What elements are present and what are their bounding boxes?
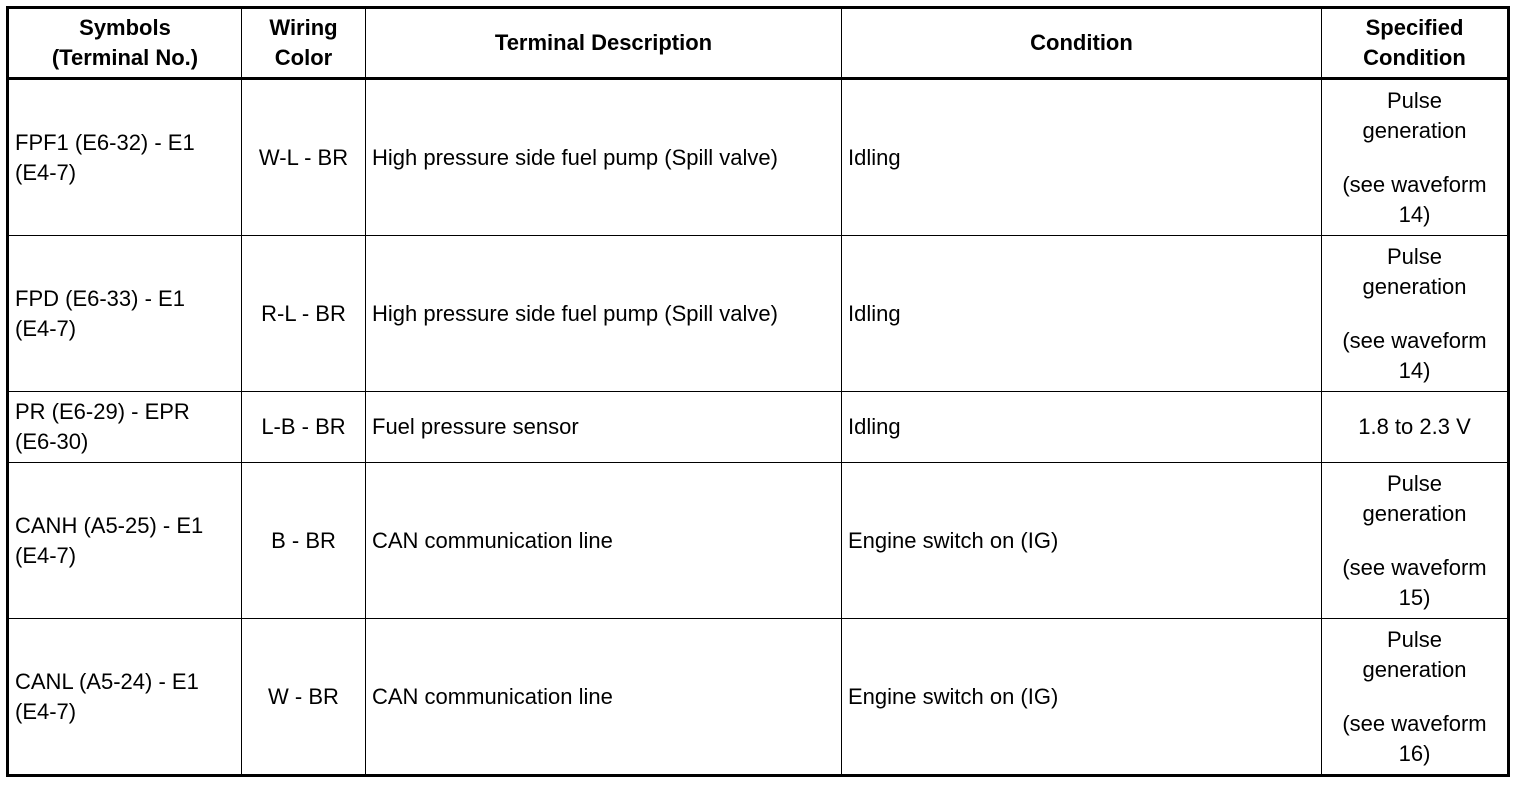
description-cell: High pressure side fuel pump (Spill valve) [366, 236, 842, 392]
header-symbols-line1: Symbols [79, 15, 171, 40]
header-specified-line1: Specified [1365, 15, 1464, 40]
spec-line1: Pulse [1386, 87, 1443, 113]
symbol-cell [8, 79, 242, 236]
spec-line2: generation [1362, 117, 1467, 143]
spec-line2: generation [1362, 500, 1467, 526]
spec-line3: (see waveform [1342, 710, 1487, 736]
terminal-table [6, 6, 1510, 777]
spec-line4: 15) [1398, 584, 1431, 610]
header-symbols [8, 8, 242, 79]
specified-condition-cell [1322, 463, 1509, 619]
spec-spacer [1328, 685, 1501, 709]
symbol-cell [8, 392, 242, 463]
condition-cell: Idling [842, 392, 1322, 463]
symbol-line2: (E4-7) [15, 315, 77, 341]
specified-condition-cell [1322, 79, 1509, 236]
wiring-color-cell: W-L - BR [242, 79, 366, 236]
spec-line3: (see waveform [1342, 171, 1487, 197]
specified-condition-cell [1322, 392, 1509, 463]
symbol-line1: FPD (E6-33) - E1 [15, 285, 185, 311]
header-wiring-line2: Color [274, 45, 333, 70]
description-cell: CAN communication line [366, 619, 842, 776]
table-row [8, 392, 1509, 463]
header-specified-condition [1322, 8, 1509, 79]
spec-line1: Pulse [1386, 243, 1443, 269]
wiring-color-cell: W - BR [242, 619, 366, 776]
spec-line4: 14) [1398, 201, 1431, 227]
symbol-cell [8, 619, 242, 776]
header-terminal-description: Terminal Description [366, 8, 842, 79]
spec-line1: Pulse [1386, 470, 1443, 496]
table-body [8, 79, 1509, 776]
spec-spacer [1328, 146, 1501, 170]
spec-line1: 1.8 to 2.3 V [1358, 414, 1471, 439]
spec-line3: (see waveform [1342, 554, 1487, 580]
description-cell: Fuel pressure sensor [366, 392, 842, 463]
symbol-line1: PR (E6-29) - EPR [15, 399, 190, 424]
condition-cell: Idling [842, 79, 1322, 236]
header-wiring-color [242, 8, 366, 79]
symbol-line1: CANL (A5-24) - E1 [15, 668, 199, 694]
specified-condition-cell [1322, 619, 1509, 776]
header-wiring-line1: Wiring [269, 15, 338, 40]
wiring-color-cell: B - BR [242, 463, 366, 619]
specified-condition-cell [1322, 236, 1509, 392]
condition-cell: Idling [842, 236, 1322, 392]
symbol-line1: FPF1 (E6-32) - E1 [15, 129, 195, 155]
spec-spacer [1328, 302, 1501, 326]
header-row [8, 8, 1509, 79]
spec-spacer [1328, 529, 1501, 553]
wiring-color-cell: L-B - BR [242, 392, 366, 463]
spec-line3: (see waveform [1342, 327, 1487, 353]
spec-line4: 14) [1398, 357, 1431, 383]
symbol-line2: (E6-30) [15, 429, 89, 454]
spec-line4: 16) [1398, 740, 1431, 766]
table-header [8, 8, 1509, 79]
table-row [8, 79, 1509, 236]
wiring-color-cell: R-L - BR [242, 236, 366, 392]
symbol-line1: CANH (A5-25) - E1 [15, 512, 204, 538]
description-cell: High pressure side fuel pump (Spill valve) [366, 79, 842, 236]
symbol-cell [8, 463, 242, 619]
symbol-cell [8, 236, 242, 392]
condition-cell: Engine switch on (IG) [842, 619, 1322, 776]
symbol-line2: (E4-7) [15, 698, 77, 724]
symbol-line2: (E4-7) [15, 159, 77, 185]
table-row [8, 236, 1509, 392]
table-row [8, 463, 1509, 619]
header-specified-line2: Condition [1363, 45, 1466, 70]
condition-cell: Engine switch on (IG) [842, 463, 1322, 619]
header-condition: Condition [842, 8, 1322, 79]
spec-line1: Pulse [1386, 626, 1443, 652]
spec-line2: generation [1362, 656, 1467, 682]
header-symbols-line2: (Terminal No.) [51, 45, 199, 70]
symbol-line2: (E4-7) [15, 542, 77, 568]
spec-line2: generation [1362, 273, 1467, 299]
table-row [8, 619, 1509, 776]
description-cell: CAN communication line [366, 463, 842, 619]
